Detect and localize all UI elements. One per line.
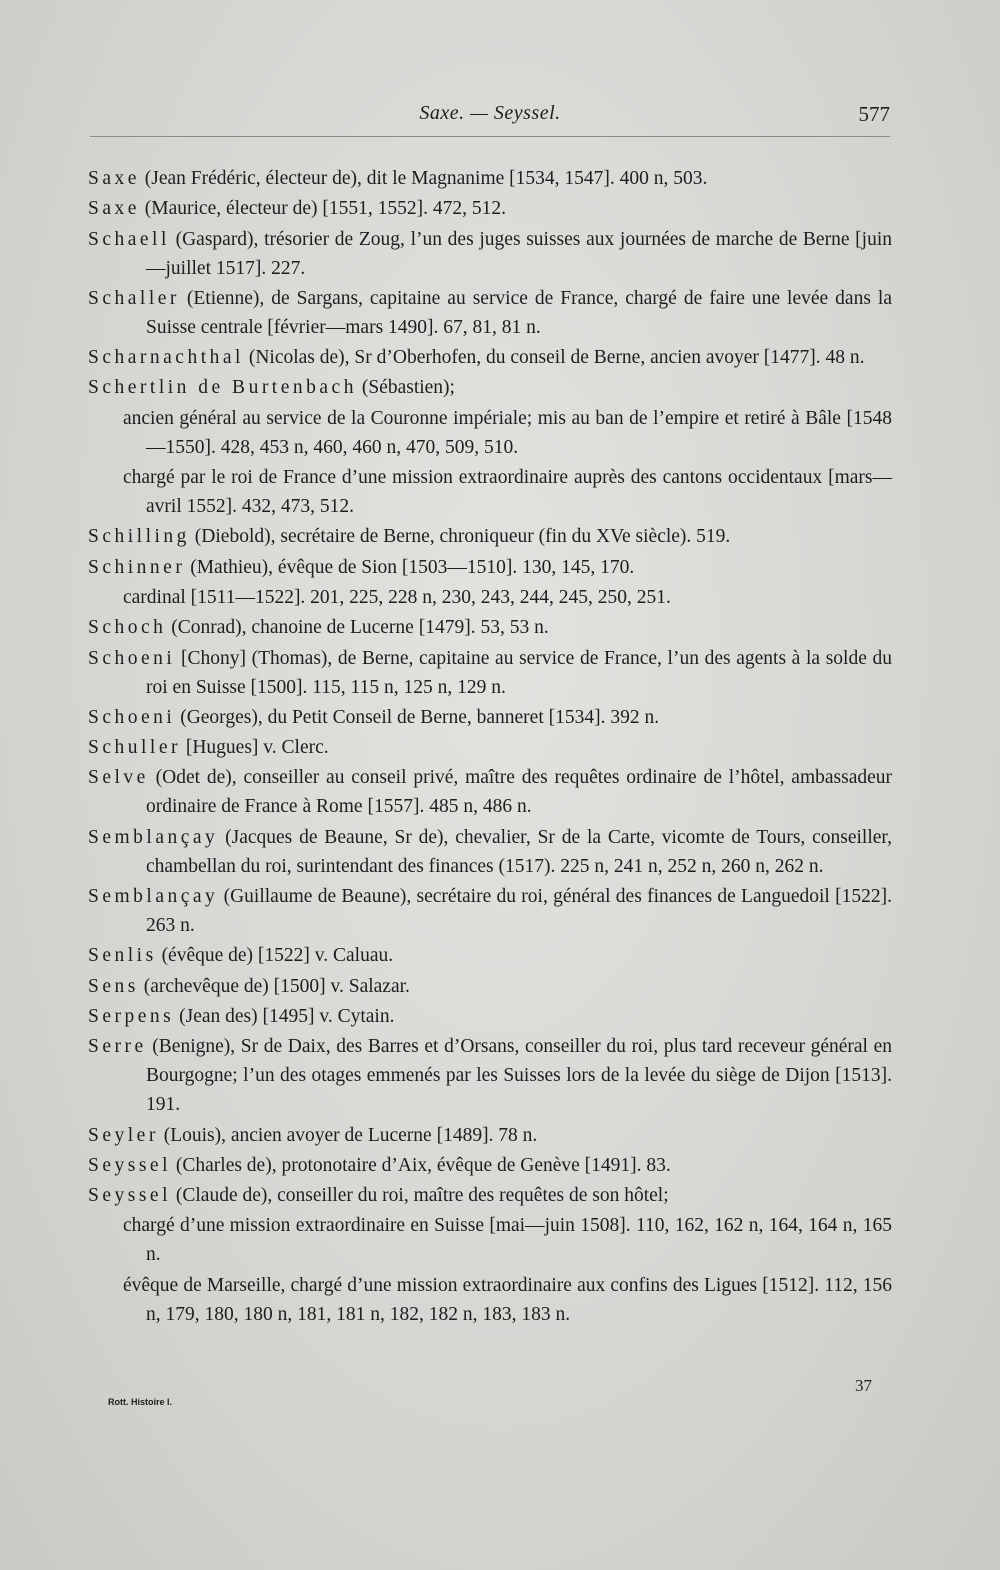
- entry-text: (Charles de), protonotaire d’Aix, évêque de Genève [1491]. 83.: [171, 1154, 671, 1176]
- entry-text: (Nicolas de), Sr d’Oberhofen, du conseil de Berne, ancien avoyer [1477]. 48 n.: [243, 347, 865, 369]
- entry-text: (Benigne), Sr de Daix, des Barres et d’Orsans, conseiller du roi, plus tard receveur général en Bourgogne; l’un des otages emmenés par les Suisses lors de la levée du siège de Dijon [1513]. 191.: [146, 1036, 892, 1116]
- index-subentry: [88, 1211, 892, 1269]
- entry-text: [Chony] (Thomas), de Berne, capitaine au service de France, l’un des agents à la solde du roi en Suisse [1500]. 115, 115 n, 125 n, 129 n.: [146, 647, 892, 698]
- entry-name: Schilling: [88, 526, 190, 548]
- entry-text: (Claude de), conseiller du roi, maître des requêtes de son hôtel;: [171, 1185, 669, 1207]
- entry-text: (Gaspard), trésorier de Zoug, l’un des juges suisses aux journées de marche de Berne [juin—juillet 1517]. 227.: [146, 228, 892, 279]
- entry-text: (Maurice, électeur de) [1551, 1552]. 472, 512.: [139, 198, 506, 220]
- entry-name: Schinner: [88, 556, 186, 578]
- index-entry: [88, 972, 892, 1001]
- entry-name: Semblançay: [88, 886, 219, 908]
- entry-text: (Sébastien);: [356, 377, 455, 399]
- subentry-text: chargé par le roi de France d’une mission extraordinaire auprès des cantons occidentaux [mars—avril 1552]. 432, 473, 512.: [123, 467, 892, 518]
- entry-name: Schertlin de Burtenbach: [88, 377, 357, 399]
- entry-text: (Jacques de Beaune, Sr de), chevalier, Sr de la Carte, vicomte de Tours, conseiller, chambellan du roi, surintendant des finances (1517). 225 n, 241 n, 252 n, 260 n, 262 n.: [146, 826, 892, 877]
- index-entry: [88, 522, 892, 551]
- index-entry: [88, 613, 892, 642]
- index-entry: [88, 1032, 892, 1119]
- entry-text: [Hugues] v. Clerc.: [180, 737, 329, 759]
- index-entry: [88, 1151, 892, 1180]
- entry-name: Schaller: [88, 287, 180, 309]
- entry-name: Scharnachthal: [88, 347, 244, 369]
- entry-name: Schuller: [88, 737, 181, 759]
- entry-text: (Guillaume de Beaune), secrétaire du roi, général des finances de Languedoil [1522]. 263 n.: [146, 886, 892, 937]
- index-entry: [88, 733, 892, 762]
- entry-name: Seyssel: [88, 1154, 171, 1176]
- entry-name: Sens: [88, 975, 139, 997]
- index-entry: [88, 225, 892, 283]
- index-entry: [88, 164, 892, 193]
- subentry-text: cardinal [1511—1522]. 201, 225, 228 n, 230, 243, 244, 245, 250, 251.: [123, 586, 671, 608]
- index-entry: [88, 823, 892, 881]
- entry-name: Schoeni: [88, 706, 176, 728]
- signature-number: 37: [855, 1376, 872, 1395]
- entry-name: Seyssel: [88, 1185, 171, 1207]
- entry-text: (Etienne), de Sargans, capitaine au service de France, chargé de faire une levée dans la Suisse centrale [février—mars 1490]. 67, 81, 81 n.: [146, 287, 892, 338]
- subentry-text: évêque de Marseille, chargé d’une mission extraordinaire aux confins des Ligues [1512]. 112, 156 n, 179, 180, 180 n, 181, 181 n, 182, 182 n, 183, 183 n.: [123, 1274, 892, 1325]
- entry-name: Schoeni: [88, 647, 176, 669]
- index-entry: [88, 644, 892, 702]
- entry-name: Schaell: [88, 228, 170, 250]
- index-subentry: [88, 463, 892, 521]
- entry-text: (Jean des) [1495] v. Cytain.: [174, 1005, 395, 1027]
- index-entry: [88, 553, 892, 582]
- entry-text: (Odet de), conseiller au conseil privé, maître des requêtes ordinaire de l’hôtel, ambassadeur ordinaire de France à Rome [1557]. 485 n, 486 n.: [146, 767, 892, 818]
- index-subentry: [88, 1271, 892, 1329]
- index-entry: [88, 1181, 892, 1210]
- page-number: 577: [858, 102, 890, 126]
- entry-name: Schoch: [88, 617, 167, 639]
- index-subentry: [88, 404, 892, 462]
- entry-text: (Louis), ancien avoyer de Lucerne [1489]. 78 n.: [158, 1124, 538, 1146]
- index-entry: [88, 343, 892, 372]
- entry-text: (évêque de) [1522] v. Caluau.: [156, 945, 394, 967]
- subentry-text: chargé d’une mission extraordinaire en Suisse [mai—juin 1508]. 110, 162, 162 n, 164, 164 n, 165 n.: [123, 1215, 892, 1266]
- index-subentry: [88, 583, 892, 612]
- index-entry: [88, 703, 892, 732]
- index-entries: [88, 164, 892, 1330]
- entry-name: Semblançay: [88, 826, 219, 848]
- index-entry: [88, 284, 892, 342]
- entry-name: Serpens: [88, 1005, 175, 1027]
- index-entry: [88, 763, 892, 821]
- header-rule: [90, 136, 890, 137]
- entry-text: (Conrad), chanoine de Lucerne [1479]. 53, 53 n.: [166, 617, 549, 639]
- entry-text: (Jean Frédéric, électeur de), dit le Magnanime [1534, 1547]. 400 n, 503.: [139, 168, 708, 189]
- running-head: [90, 102, 890, 132]
- entry-name: Saxe: [88, 168, 140, 189]
- entry-name: Seyler: [88, 1124, 159, 1146]
- signature-mark: Rott. Histoire I.: [108, 1397, 173, 1407]
- entry-text: (Diebold), secrétaire de Berne, chroniqueur (fin du XVe siècle). 519.: [189, 526, 731, 548]
- index-entry: [88, 882, 892, 940]
- index-entry: [88, 373, 892, 402]
- index-entry: [88, 194, 892, 223]
- entry-text: (archevêque de) [1500] v. Salazar.: [138, 975, 410, 997]
- index-entry: [88, 1002, 892, 1031]
- entry-name: Selve: [88, 767, 149, 789]
- index-entry: [88, 1121, 892, 1150]
- index-entry: [88, 941, 892, 970]
- subentry-text: ancien général au service de la Couronne impériale; mis au ban de l’empire et retiré à Bâle [1548—1550]. 428, 453 n, 460, 460 n, 470, 509, 510.: [123, 407, 892, 458]
- entry-name: Senlis: [88, 945, 157, 967]
- entry-name: Serre: [88, 1036, 147, 1058]
- entry-text: (Mathieu), évêque de Sion [1503—1510]. 130, 145, 170.: [185, 556, 635, 578]
- running-head-title: Saxe. — Seyssel.: [419, 102, 561, 124]
- entry-name: Saxe: [88, 198, 140, 220]
- entry-text: (Georges), du Petit Conseil de Berne, banneret [1534]. 392 n.: [175, 706, 660, 728]
